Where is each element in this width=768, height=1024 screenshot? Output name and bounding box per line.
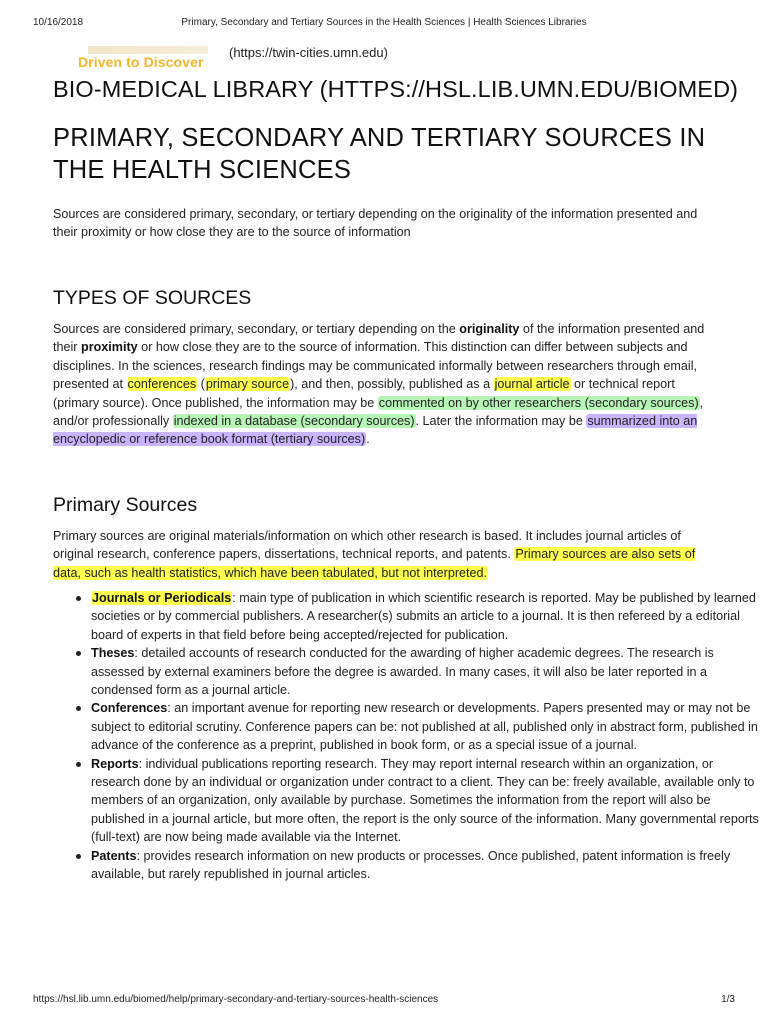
print-footer-url: https://hsl.lib.umn.edu/biomed/help/primary-secondary-and-tertiary-sources-health-sciences [33, 994, 439, 1005]
list-item: Reports: individual publications reporting research. They may report internal research within an organization, or research done by an individual or organization under contract to a client. They can be: freely available, available only to members of an organization, only available by purchase. Sometimes the information from the report will also be published in a journal article, but more often, the report is the only source of the information. Many governmental reports (full-text) are now being made available via the Internet. [91, 755, 761, 847]
logo-wordmark-faded [88, 46, 208, 54]
primary-sources-heading: Primary Sources [53, 494, 198, 516]
list-item: Patents: provides research information on new products or processes. Once published, patent information is freely available, but rarely republished in journal articles. [91, 847, 761, 884]
list-item: Conferences: an important avenue for reporting new research or developments. Papers presented may or may not be subject to editorial scrutiny. Conference papers can be: not published at all, published only in abstract form, published in advance of the conference as a preprint, published in book form, or as a special issue of a journal. [91, 699, 761, 754]
university-logo[interactable] [78, 44, 228, 76]
term-reports: Reports [91, 756, 139, 771]
primary-sources-list [53, 589, 761, 884]
print-footer [33, 994, 735, 1008]
term-conferences: Conferences [91, 701, 168, 716]
primary-sources-paragraph: Primary sources are original materials/information on which other research is based. It includes journal articles of original research, conference papers, dissertations, technical reports, and patents. Primary sources are also sets of data, such as health statistics, which have been tabulated, but not interpreted. [53, 529, 696, 580]
highlight-primary-datasets: Primary sources are also sets of data, such as health statistics, which have been tabulated, but not interpreted. [53, 547, 696, 580]
highlight-indexed: indexed in a database (secondary sources) [173, 414, 415, 429]
print-date: 10/16/2018 [33, 17, 84, 28]
print-header [33, 17, 735, 31]
highlight-primary-source: primary source [205, 377, 290, 392]
highlight-conferences: conferences [127, 377, 197, 392]
list-item: Theses: detailed accounts of research conducted for the awarding of higher academic degrees. The research is assessed by external examiners before the degree is awarded. In many cases, it will also be later reported in a condensed form as a journal article. [91, 644, 761, 699]
university-link[interactable]: (https://twin-cities.umn.edu) [229, 45, 388, 60]
term-theses: Theses [91, 646, 135, 661]
list-item: Journals or Periodicals: main type of publication in which scientific research is reported. May be published by learned societies or by commercial publishers. A researcher(s) submits an article to a journal. It is then refereed by a editorial board of experts in that field before being accepted/rejected for publication. [91, 589, 761, 644]
highlight-summarized: summarized into an encyclopedic or reference book format (tertiary sources) [53, 414, 698, 447]
types-of-sources-paragraph: Sources are considered primary, secondary, or tertiary depending on the originality of the information presented and their proximity or how close they are to the source of information. This distinction can differ between subjects and disciplines. In the sciences, research findings may be communicated informally between researchers through email, presented at conferences (primary source), and then, possibly, published as a journal article or technical report (primary source). Once published, the information may be commented on by other researchers (secondary sources), and/or professionally indexed in a database (secondary sources). Later the information may be summarized into an encyclopedic or reference book format (tertiary sources). [53, 322, 705, 447]
intro-paragraph: Sources are considered primary, secondary, or tertiary depending on the originality of the information presented and their proximity or how close they are to the source of information [53, 207, 698, 240]
page-number: 1/3 [721, 994, 735, 1005]
originality-bold: originality [459, 322, 520, 336]
term-patents: Patents [91, 848, 137, 863]
highlight-journal-article: journal article [494, 377, 570, 392]
proximity-bold: proximity [81, 340, 138, 355]
logo-tagline: Driven to Discover [78, 54, 204, 70]
print-page-title: Primary, Secondary and Tertiary Sources in the Health Sciences | Health Sciences Libraries [181, 17, 587, 28]
site-title[interactable]: BIO-MEDICAL LIBRARY (HTTPS://HSL.LIB.UMN.EDU/BIOMED) [53, 76, 739, 102]
term-journals: Journals or Periodicals [92, 591, 232, 605]
logo-row [0, 44, 768, 74]
highlight-commented: commented on by other researchers (secondary sources) [378, 395, 699, 410]
page-title: PRIMARY, SECONDARY AND TERTIARY SOURCES IN THE HEALTH SCIENCES [53, 124, 706, 184]
types-of-sources-heading: TYPES OF SOURCES [53, 287, 252, 309]
